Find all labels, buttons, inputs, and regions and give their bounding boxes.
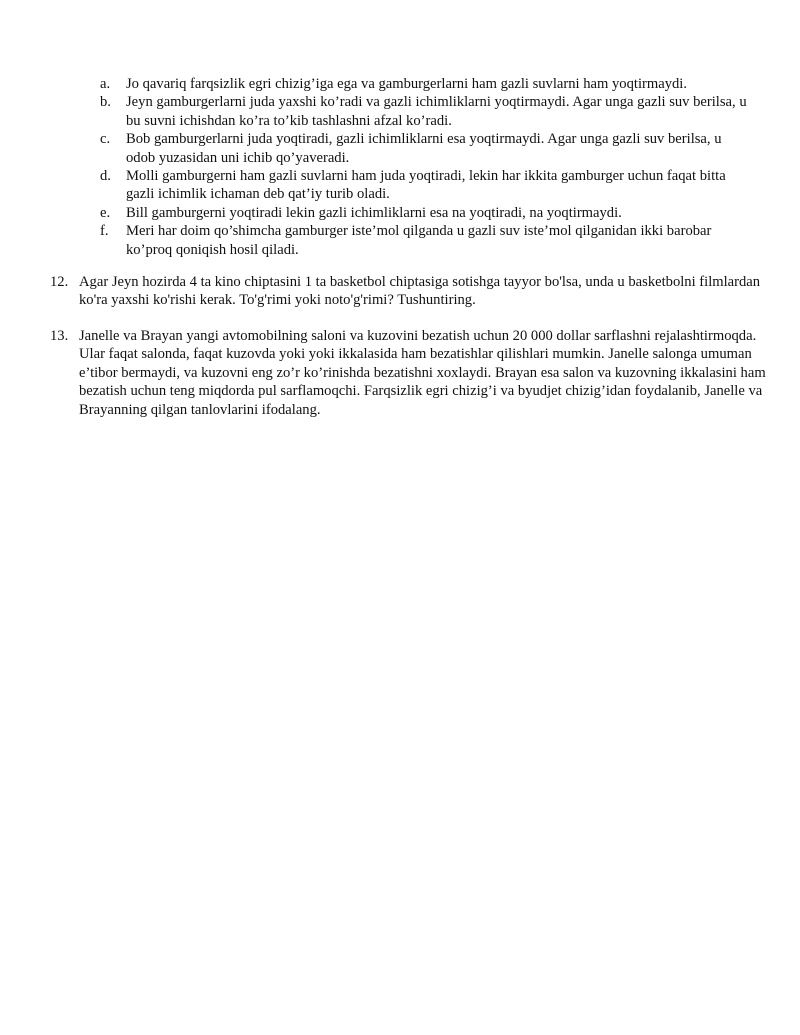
list-item-text: Jo qavariq farqsizlik egri chizig’iga ega va gamburgerlarni ham gazli suvlarni ham yoqtirmaydi.	[126, 76, 687, 92]
list-item-e	[100, 204, 750, 222]
sub-question-list	[100, 75, 750, 259]
list-item-text: Meri har doim qo’shimcha gamburger iste’mol qilganda u gazli suv iste’mol qilganidan ikki barobar ko’proq qoniqish hosil qiladi.	[126, 223, 712, 258]
list-marker: d.	[100, 168, 111, 185]
list-marker: b.	[100, 94, 111, 111]
question-number: 12.	[50, 274, 69, 290]
list-marker: c.	[100, 131, 111, 148]
list-item-f	[100, 222, 750, 259]
list-marker: a.	[100, 76, 111, 92]
list-item-text: Molli gamburgerni ham gazli suvlarni ham juda yoqtiradi, lekin har ikkita gamburger uchun faqat bitta gazli ichimlik ichaman deb qat’iy turib oladi.	[126, 168, 726, 203]
list-marker: f.	[100, 223, 109, 240]
question-number: 13.	[50, 328, 69, 344]
list-item-text: Jeyn gamburgerlarni juda yaxshi ko’radi va gazli ichimliklarni yoqtirmaydi. Agar unga gazli suv berilsa, u bu suvni ichishdan ko’ra to’kib tashlashni afzal ko’radi.	[126, 94, 747, 129]
list-item-d	[100, 167, 750, 204]
list-item-b	[100, 93, 750, 130]
list-item-c	[100, 130, 750, 167]
question-12	[50, 273, 784, 310]
list-item-text: Bob gamburgerlarni juda yoqtiradi, gazli ichimliklarni esa yoqtirmaydi. Agar unga gazli suv berilsa, u odob yuzasidan uni ichib qo’yaveradi.	[126, 131, 722, 166]
question-text: Janelle va Brayan yangi avtomobilning saloni va kuzovini bezatish uchun 20 000 dollar sarflashni rejalashtirmoqda. Ular faqat salonda, faqat kuzovda yoki yoki ikkalasida ham bezatishlar qilishlari mumkin. Janelle salonga umuman e’tibor bermaydi, va kuzovni eng zo’r ko’rinishda bezatishni xoxlaydi. Brayan esa salon va kuzovning ikkalasini ham bezatish uchun teng miqdorda pul sarflamoqchi. Farqsizlik egri chizig’i va byudjet chizig’idan foydalanib, Janelle va Brayanning qilgan tanlovlarini ifodalang.	[79, 328, 766, 418]
list-item-a	[100, 75, 750, 93]
question-13	[50, 327, 784, 419]
question-text: Agar Jeyn hozirda 4 ta kino chiptasini 1 ta basketbol chiptasiga sotishga tayyor bo'lsa, unda u basketbolni filmlardan ko'ra yaxshi ko'rishi kerak. To'g'rimi yoki noto'g'rimi? Tushuntiring.	[79, 274, 761, 309]
list-marker: e.	[100, 204, 111, 221]
list-item-text: Bill gamburgerni yoqtiradi lekin gazli ichimliklarni esa na yoqtiradi, na yoqtirmaydi.	[126, 204, 622, 221]
